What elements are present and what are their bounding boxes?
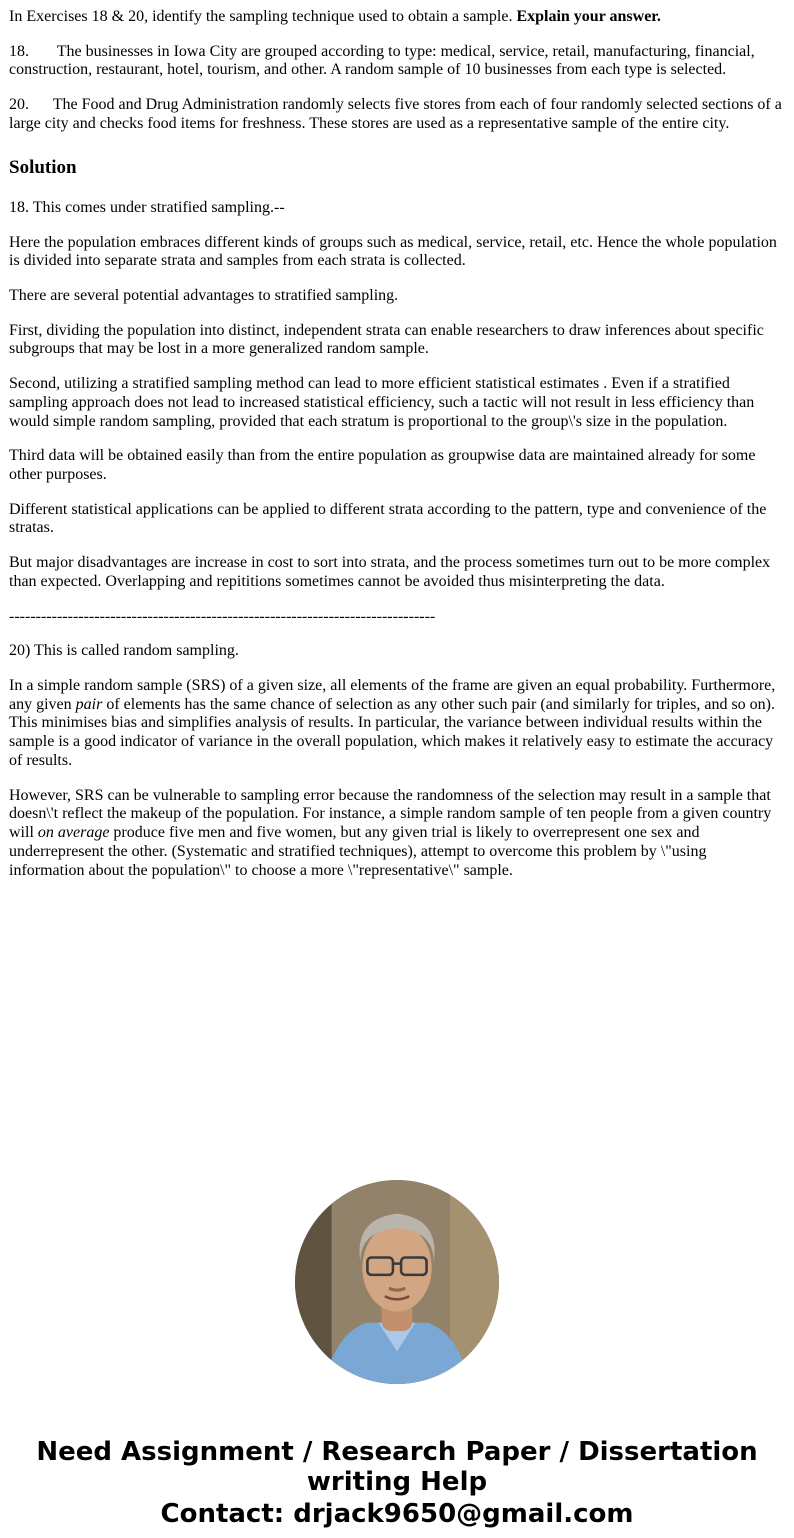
solution18-applications: Different statistical applications can be applied to different strata according to the pattern, type and convenience of the stratas. [9,500,767,537]
exercise-18-paragraph: 18. The businesses in Iowa City are grouped according to type: medical, service, retail, manufacturing, financial, construction, restaurant, hotel, tourism, and other. A random sample of 10 businesses from each type is selected. [9,42,759,79]
however-text-post: produce five men and five women, but any given trial is likely to overrepresent one sex and underrepresent the other. (Systematic and stratified techniques), attempt to overcome this problem by \"using information about the population\" to choose a more \"representative\" sample. [9,824,707,879]
intro-bold-text: Explain your answer. [516,8,661,25]
however-text-pre: However, SRS can be vulnerable to sampling error because the randomness of the selection may result in a sample that doesn\'t reflect the makeup of the population. For instance, a simple random sample of ten people from a given country will [9,786,772,842]
section-divider: -------------------------------------------------------------------------------- [9,607,436,625]
footer-help-text: Need Assignment / Research Paper / Dissertation writing Help [36,1436,758,1497]
however-text-italic: on average [37,824,110,842]
srs-text-italic: pair [75,695,103,713]
exercise-20-paragraph: 20. The Food and Drug Administration randomly selects five stores from each of four randomly selected sections of a large city and checks food items for freshness. These stores are used as a representative sample of the entire city. [9,96,786,132]
solution18-advantage-third: Third data will be obtained easily than from the entire population as groupwise data are maintained already for some other purposes. [9,447,756,483]
solution-heading: Solution [9,156,77,178]
tutor-photo-container [9,1180,785,1390]
intro-text: In Exercises 18 & 20, identify the sampling technique used to obtain a sample. [9,8,517,25]
footer-contact-email: Contact: drjack9650@gmail.com [160,1498,634,1529]
solution18-advantages-intro: There are several potential advantages to stratified sampling. [9,286,399,304]
srs-text-pre: In a simple random sample (SRS) of a given size, all elements of the frame are given an equal probability. Furthermore, any given [9,677,776,713]
solution20-answer: 20) This is called random sampling. [9,642,239,660]
solution18-advantage-first: First, dividing the population into distinct, independent strata can enable researchers to draw inferences about specific subgroups that may be lost in a more generalized random sample. [9,321,764,358]
intro-paragraph [9,8,785,27]
footer-banner [9,1438,785,1530]
tutor-portrait-illustration [295,1180,499,1384]
solution20-however-paragraph [9,787,785,881]
solution20-srs-paragraph [9,677,785,771]
solution18-advantage-second: Second, utilizing a stratified sampling method can lead to more efficient statistical estimates . Even if a stratified sampling approach does not lead to increased statistical efficiency, such a tactic will not result in less efficiency than would simple random sampling, provided that each stratum is proportional to the group\'s size in the population. [9,375,755,430]
solution18-disadvantages: But major disadvantages are increase in cost to sort into strata, and the process sometimes turn out to be more complex than expected. Overlapping and repititions sometimes cannot be avoided thus misinterpreting the data. [9,554,771,590]
solution18-explanation: Here the population embraces different kinds of groups such as medical, service, retail, etc. Hence the whole population is divided into separate strata and samples from each strata is collected. [9,233,777,270]
solution18-answer: 18. This comes under stratified sampling.-- [9,198,285,216]
tutor-photo [295,1180,499,1384]
srs-text-post: of elements has the same chance of selection as any other such pair (and similarly for triples, and so on). This minimises bias and simplifies analysis of results. In particular, the variance between individual results within the sample is a good indicator of variance in the overall population, which makes it relatively easy to estimate the accuracy of results. [9,695,775,769]
